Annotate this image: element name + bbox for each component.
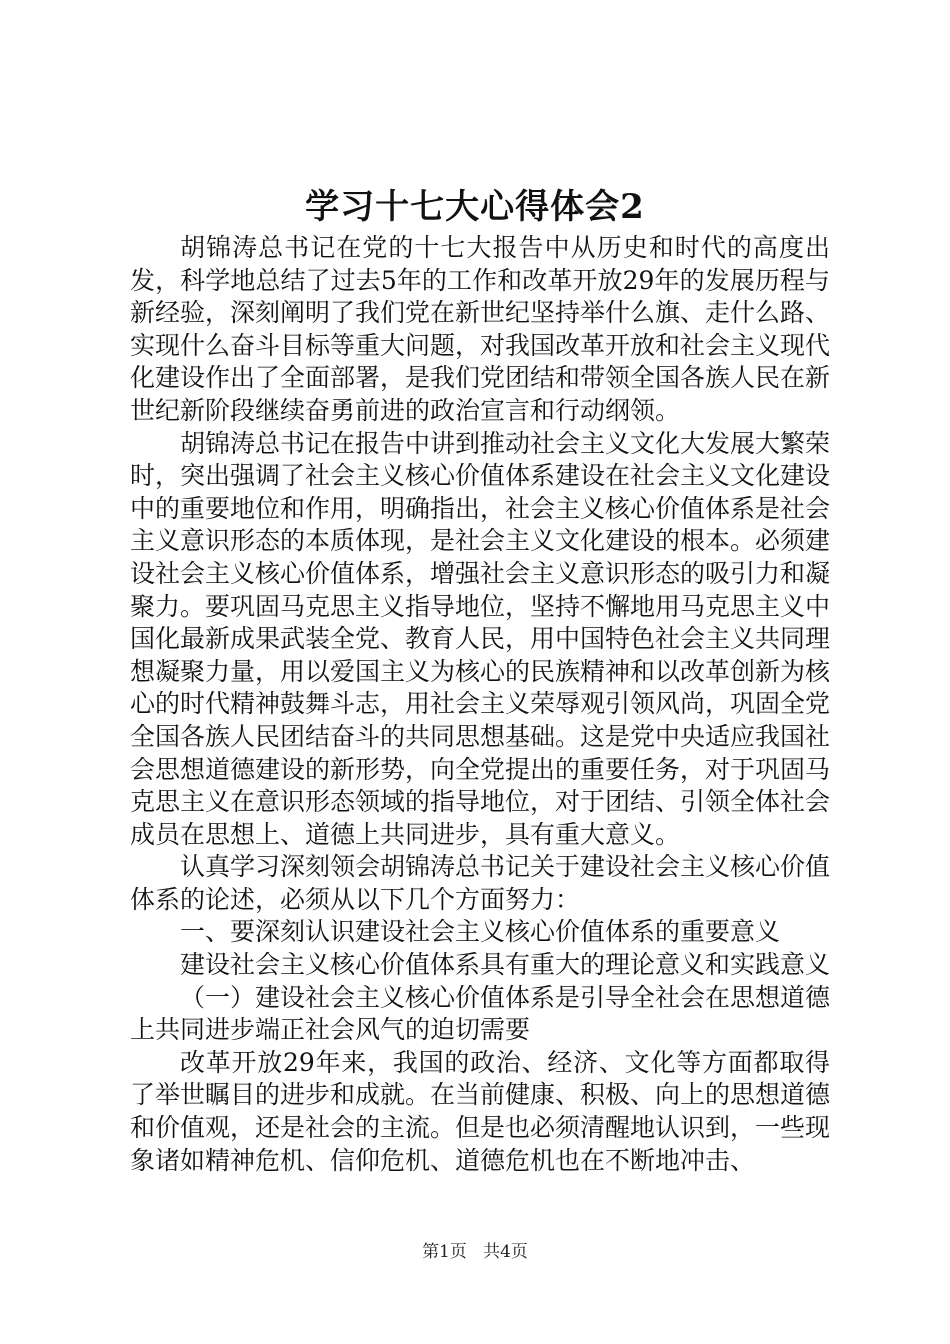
page-total: 共4页 bbox=[483, 1242, 528, 1262]
paragraph-5: 改革开放29年来，我国的政治、经济、文化等方面都取得了举世瞩目的进步和成就。在当前健康、积极、向上的思想道德和价值观，还是社会的主流。但是也必须清醒地认识到，一些现象诸如精神危机、信仰危机、道德危机也在不断地冲击、 bbox=[130, 1047, 831, 1175]
page-separator bbox=[472, 1242, 477, 1262]
section-heading-1: 一、要深刻认识建设社会主义核心价值体系的重要意义 bbox=[180, 917, 781, 947]
paragraph-2: 胡锦涛总书记在报告中讲到推动社会主义文化大发展大繁荣时，突出强调了社会主义核心价值体系建设在社会主义文化建设中的重要地位和作用，明确指出，社会主义核心价值体系是社会主义意识形态的本质体现，是社会主义文化建设的根本。必须建设社会主义核心价值体系，增强社会主义意识形态的吸引力和凝聚力。要巩固马克思主义指导地位，坚持不懈地用马克思主义中国化最新成果武装全党、教育人民，用中国特色社会主义共同理想凝聚力量，用以爱国主义为核心的民族精神和以改革创新为核心的时代精神鼓舞斗志，用社会主义荣辱观引领风尚，巩固全党全国各族人民团结奋斗的共同思想基础。这是党中央适应我国社会思想道德建设的新形势，向全党提出的重要任务，对于巩固马克思主义在意识形态领域的指导地位，对于团结、引领全体社会成员在思想上、道德上共同进步，具有重大意义。 bbox=[130, 428, 831, 849]
page-number: 第1页 bbox=[422, 1242, 467, 1262]
subsection-heading-1: （一）建设社会主义核心价值体系是引导全社会在思想道德上共同进步端正社会风气的迫切需要 bbox=[130, 982, 831, 1045]
paragraph-1: 胡锦涛总书记在党的十七大报告中从历史和时代的高度出发，科学地总结了过去5年的工作和改革开放29年的发展历程与新经验，深刻阐明了我们党在新世纪坚持举什么旗、走什么路、实现什么奋斗目标等重大问题，对我国改革开放和社会主义现代化建设作出了全面部署，是我们党团结和带领全国各族人民在新世纪新阶段继续奋勇前进的政治宣言和行动纲领。 bbox=[130, 233, 831, 425]
document-body bbox=[130, 232, 830, 1177]
paragraph-4: 建设社会主义核心价值体系具有重大的理论意义和实践意义 bbox=[180, 950, 831, 980]
document-title: 学习十七大心得体会2 bbox=[305, 187, 645, 227]
page-footer bbox=[0, 1240, 950, 1264]
paragraph-3: 认真学习深刻领会胡锦涛总书记关于建设社会主义核心价值体系的论述，必须从以下几个方面努力： bbox=[130, 852, 831, 914]
